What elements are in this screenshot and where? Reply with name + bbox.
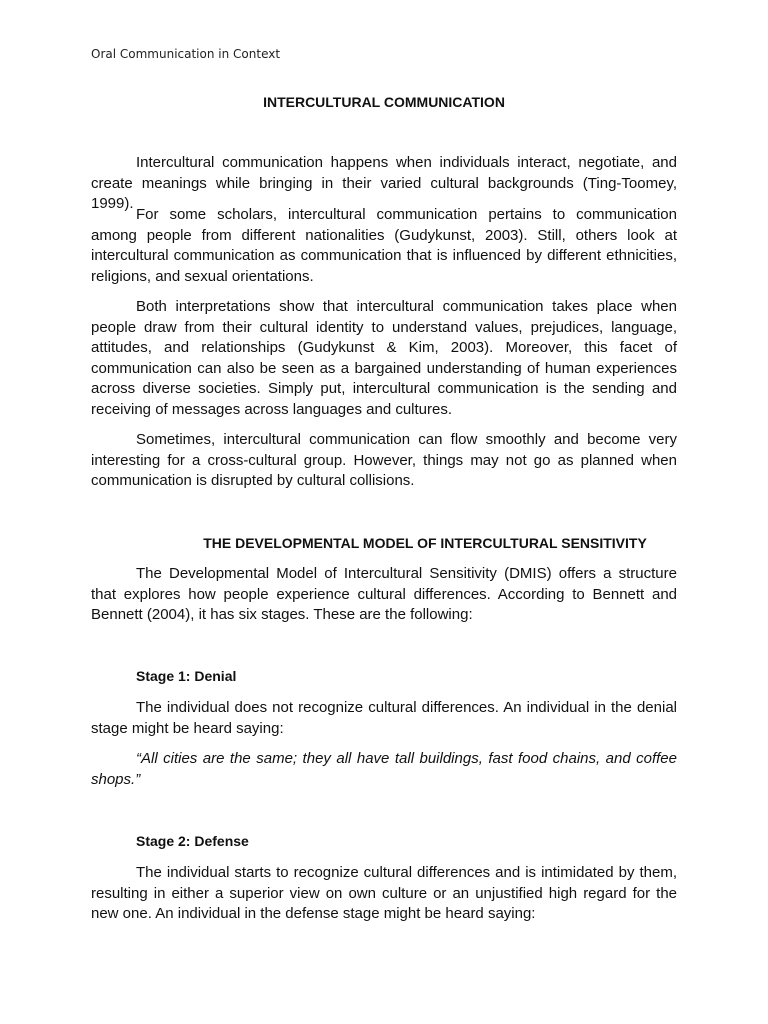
stage-quote: “All cities are the same; they all have tall buildings, fast food chains, and coffee shops.”: [91, 750, 677, 788]
paragraph: The Developmental Model of Intercultural Sensitivity (DMIS) offers a structure that explores how people experience cultural differences. According to Bennett and Bennett (2004), it has six stages. These are the following:: [91, 565, 677, 624]
stage-description: The individual does not recognize cultural differences. An individual in the denial stage might be heard saying:: [91, 699, 677, 737]
stage-heading-defense: Stage 2: Defense: [136, 833, 249, 849]
paragraph: For some scholars, intercultural communication pertains to communication among people from different nationalities (Gudykunst, 2003). Still, others look at intercultural communication as communication that is influenced by different ethnicities, religions, and sexual orientations.: [91, 206, 677, 285]
running-header: Oral Communication in Context: [91, 47, 281, 61]
stage-description: The individual starts to recognize cultural differences and is intimidated by them, resulting in either a superior view on own culture or an unjustified high regard for the new one. An individual in the defense stage might be heard saying:: [91, 864, 677, 923]
paragraph: Both interpretations show that intercultural communication takes place when people draw from their cultural identity to understand values, prejudices, language, attitudes, and relationships (Gudykunst & Kim, 2003). Moreover, this facet of communication can also be seen as a bargained understanding of human experiences across diverse societies. Simply put, intercultural communication is the sending and receiving of messages across languages and cultures.: [91, 298, 677, 418]
section-title-dmis: THE DEVELOPMENTAL MODEL OF INTERCULTURAL SENSITIVITY: [203, 535, 647, 551]
stage-heading-denial: Stage 1: Denial: [136, 668, 237, 684]
paragraph: Sometimes, intercultural communication can flow smoothly and become very interesting for a cross-cultural group. However, things may not go as planned when communication is disrupted by cultural collisions.: [91, 431, 677, 490]
paragraph: Intercultural communication happens when individuals interact, negotiate, and create meanings while bringing in their varied cultural backgrounds (Ting-Toomey, 1999).: [91, 154, 677, 213]
section-title-intercultural-communication: INTERCULTURAL COMMUNICATION: [263, 94, 505, 110]
